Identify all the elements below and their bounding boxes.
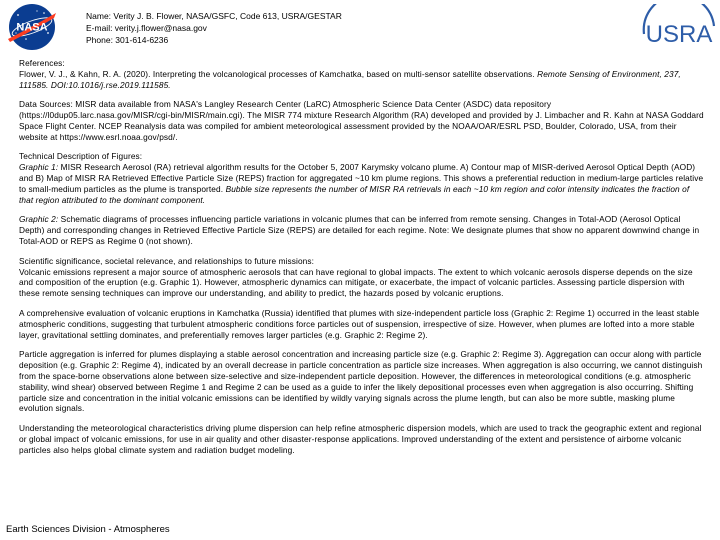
significance-paragraph-1: Volcanic emissions represent a major source of atmospheric aerosols that can have regional to global impacts. The extent to which volcanic aerosols disperse depends on the size and composition of the eruption (e.g. Graphic 1). However, atmospheric dynamics can mitigate, or exacerbate, the impact of volcanic particles. Assessing particle dispersion with these remote sensing techniques can improve our understanding, and ability to predict, the hazards posed by volcanic eruptions. (19, 266, 693, 299)
usra-logo (640, 4, 718, 50)
data-sources-section: Data Sources: MISR data available from NASA's Langley Research Center (LaRC) Atmospheric Science Data Center (ASDC) data repository (https://l0dup05.larc.nasa.gov/MISR/cgi-bin/MISR/main.cgi). The MISR 774 mixture Research Algorithm (RA) developed and provided by J. Limbacher and R. Kahn at NASA Goddard Space Flight Center. NCEP Reanalysis data was compiled for ambient meteorological assessment provided by the NOAA/OAR/ESRL PSD, Boulder, Colorado, USA, from their website at https://www.esrl.noaa.gov/psd/. (19, 99, 704, 142)
graphic1-text: MISR Research Aerosol (RA) retrieval algorithm results for the October 5, 2007 Karymsky volcano plume. A) Contour map of MISR-derived Aerosol Optical Depth (AOD) and B) Map of MISR RA Retrieved Effective Particle Size (REPS) fraction for aggregated ~10 km plume regions. This shows a preferential reduction in medium-large particles relative to small-medium particles as the plume is transported. (19, 162, 704, 195)
significance-section (19, 256, 704, 300)
footer-division: Earth Sciences Division - Atmospheres (6, 524, 170, 535)
significance-paragraph-4: Understanding the meteorological characteristics driving plume dispersion can help refine atmospheric dispersion models, which are used to track the geographic extent and regional or global impact of volcanic emissions, for use in air quality and other disaster-response applications. Improved understanding of the extent and persistence of airborne volcanic particles also helps global climate system and radiation budget modeling. (19, 422, 702, 455)
graphic1-label: Graphic 1: (19, 162, 59, 173)
references-journal: Remote Sensing of Environment, 237, 111585. DOI:10.1016/j.rse.2019.111585. (19, 68, 681, 90)
graphic1-italic: Bubble size represents the number of MISR RA retrievals in each ~10 km region and color intensity indicates the fraction of that region attributed to the dominant component. (19, 184, 690, 205)
contact-email: E-mail: verity.j.flower@nasa.gov (86, 23, 207, 33)
nasa-logo-text: NASA (16, 21, 48, 34)
significance-paragraph-3: Particle aggregation is inferred for plumes displaying a stable aerosol concentration and increasing particle size (e.g. Graphic 2: Regime 3). Aggregation can occur along with particle deposition (e.g. Graphic 2: Regime 4), indicated by an overall decrease in particle concentration as particle size increases. When aggregation is also occurring, we cannot distinguish from the space-borne observations alone between size-selective and size-independent particle deposition. However, the differences in meteorological conditions (e.g. atmospheric stability, wind shear) observed between Regime 1 and Regime 2 can be used as a guide to infer the likely depositional processes even when aggregation is also occurring. Shifting particle size and concentration in the initial volcanic emissions can be identified by wildly varying signals across the plume length, but can also be more subtle, masking plume evolution signals. (19, 348, 703, 414)
graphic2-section (19, 214, 704, 247)
technical-label: Technical Description of Figures: (19, 151, 143, 162)
significance-label: Scientific significance, societal relevance, and relationships to future missions: (19, 255, 315, 266)
technical-description-section (19, 151, 704, 206)
references-section (19, 58, 704, 91)
contact-block (86, 10, 586, 46)
references-text: Flower, V. J., & Kahn, R. A. (2020). Interpreting the volcanological processes of Kamchatka, based on multi-sensor satellite observations. (19, 68, 535, 79)
references-label: References: (19, 58, 65, 68)
nasa-logo (4, 3, 60, 51)
significance-paragraph-2: A comprehensive evaluation of volcanic eruptions in Kamchatka (Russia) identified that plumes with size-independent particle loss (Graphic 2: Regime 1) occurred in the least stable atmospheric conditions, suggesting that turbulent atmospheric conditions force particles out of suspension, irrespective of size. However, when plumes are lofted into a more stable layer, gravitational settling dominates, and preferentially removes larger particles (e.g. Graphic 2: Regime 2). (19, 307, 700, 340)
main-content (19, 58, 704, 464)
graphic2-label: Graphic 2: (19, 214, 59, 225)
contact-phone: Phone: 301-614-6236 (86, 35, 169, 45)
contact-name: Name: Verity J. B. Flower, NASA/GSFC, Code 613, USRA/GESTAR (86, 11, 342, 21)
graphic2-text: Schematic diagrams of processes influencing particle variations in volcanic plumes that can be inferred from remote sensing. Changes in Total-AOD (Aerosol Optical Depth) and corresponding changes in Retrieved Effective Particle Size (REPS) are detailed for each regime. Note: We designate plumes that show no apparent downwind change in Total-AOD or REPS as Regime 0 (not shown). (19, 214, 700, 247)
usra-logo-text: USRA (645, 21, 713, 48)
